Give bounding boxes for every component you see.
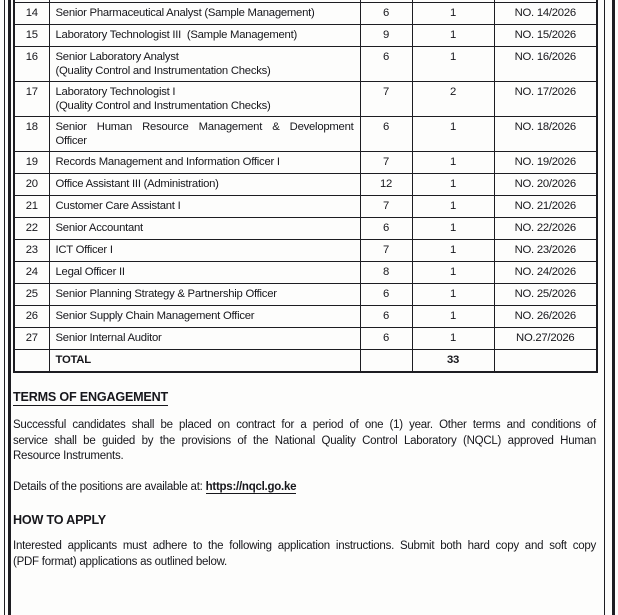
- page-border-right-inner: [604, 0, 605, 615]
- position-cell: [49, 283, 360, 305]
- table-row: [14, 195, 597, 217]
- position-cell: [49, 151, 360, 173]
- table-row: [14, 81, 597, 116]
- paragraph-line: (PDF format) applications as outlined below.: [13, 555, 227, 568]
- ref-cell: NO. 21/2026: [494, 195, 597, 217]
- row-number-cell: 24: [14, 261, 49, 283]
- posts-cell: 1: [412, 173, 494, 195]
- posts-cell: 1: [412, 305, 494, 327]
- page-border-left-outer: [4, 0, 5, 615]
- ref-cell: NO. 17/2026: [494, 81, 597, 116]
- posts-cell: 1: [412, 261, 494, 283]
- ref-cell: NO. 22/2026: [494, 217, 597, 239]
- position-line: Senior Supply Chain Management Officer: [55, 309, 255, 322]
- position-line: Legal Officer II: [55, 265, 125, 278]
- page-border-right-outer: [612, 0, 615, 615]
- position-line: Senior Laboratory Analyst: [55, 50, 179, 63]
- position-line: Laboratory Technologist III (Sample Management): [55, 28, 297, 41]
- posts-cell: 1: [412, 239, 494, 261]
- grade-cell: 6: [360, 46, 412, 81]
- apply-heading-text: HOW TO APPLY: [13, 513, 106, 527]
- table-row: [14, 116, 597, 151]
- position-cell: [49, 24, 360, 46]
- posts-cell: 1: [412, 151, 494, 173]
- table-row: [14, 283, 597, 305]
- nqcl-link[interactable]: https://nqcl.go.ke: [205, 480, 297, 493]
- ref-cell: NO. 16/2026: [494, 46, 597, 81]
- posts-cell: 1: [412, 2, 494, 24]
- ref-cell: NO. 15/2026: [494, 24, 597, 46]
- ref-cell: NO. 19/2026: [494, 151, 597, 173]
- position-line: Records Management and Information Officer I: [55, 155, 280, 168]
- paragraph-line: Resource Instruments.: [13, 450, 124, 462]
- paragraph-line: Interested applicants must adhere to the following application instructions. Submit both hard copy and soft copy: [13, 540, 596, 552]
- details-line: [13, 480, 596, 496]
- table-total-row: [14, 349, 597, 372]
- page-border-left-inner: [8, 0, 11, 615]
- ref-cell: NO. 24/2026: [494, 261, 597, 283]
- grade-cell: 6: [360, 217, 412, 239]
- total-empty-cell: [360, 349, 412, 372]
- grade-cell: 7: [360, 195, 412, 217]
- position-line: Senior Pharmaceutical Analyst (Sample Management): [55, 6, 315, 19]
- posts-cell: 1: [412, 327, 494, 349]
- position-cell: [49, 46, 360, 81]
- grade-cell: 9: [360, 24, 412, 46]
- row-number-cell: 17: [14, 81, 49, 116]
- row-number-cell: 20: [14, 173, 49, 195]
- terms-heading-text: TERMS OF ENGAGEMENT: [13, 390, 169, 404]
- grade-cell: 7: [360, 81, 412, 116]
- table-row: [14, 151, 597, 173]
- posts-cell: 1: [412, 217, 494, 239]
- position-cell: [49, 217, 360, 239]
- positions-table-body: [14, 0, 597, 372]
- table-row: [14, 24, 597, 46]
- grade-cell: 6: [360, 2, 412, 24]
- grade-cell: 6: [360, 116, 412, 151]
- position-cell: [49, 173, 360, 195]
- ref-cell: NO.27/2026: [494, 327, 597, 349]
- posts-cell: 1: [412, 195, 494, 217]
- row-number-cell: 22: [14, 217, 49, 239]
- position-cell: [49, 116, 360, 151]
- posts-cell: 2: [412, 81, 494, 116]
- row-number-cell: 14: [14, 2, 49, 24]
- paragraph-line: service shall be guided by the provisions of the National Quality Control Laboratory (NQCL) approved Human: [13, 434, 596, 447]
- ref-cell: NO. 23/2026: [494, 239, 597, 261]
- table-row: [14, 261, 597, 283]
- position-line: Laboratory Technologist I: [55, 85, 176, 98]
- position-line: (Quality Control and Instrumentation Checks): [55, 64, 271, 77]
- table-row: [14, 46, 597, 81]
- position-cell: [49, 81, 360, 116]
- row-number-cell: 25: [14, 283, 49, 305]
- position-cell: [49, 261, 360, 283]
- table-row: [14, 173, 597, 195]
- position-line: Office Assistant III (Administration): [55, 177, 219, 190]
- position-cell: [49, 327, 360, 349]
- ref-cell: NO. 25/2026: [494, 283, 597, 305]
- position-line: Officer: [55, 134, 87, 147]
- grade-cell: 7: [360, 239, 412, 261]
- terms-paragraph: [13, 418, 596, 465]
- position-line: Senior Accountant: [55, 221, 143, 234]
- position-line: ICT Officer I: [55, 243, 113, 256]
- position-line: Senior Human Resource Management & Development: [55, 120, 354, 133]
- ref-cell: NO. 20/2026: [494, 173, 597, 195]
- details-text: Details of the positions are available at:: [13, 480, 203, 493]
- grade-cell: 7: [360, 151, 412, 173]
- positions-table: [13, 0, 598, 373]
- posts-cell: 1: [412, 116, 494, 151]
- terms-heading: [13, 390, 596, 406]
- ref-cell: NO. 18/2026: [494, 116, 597, 151]
- table-row: [14, 217, 597, 239]
- row-number-cell: 21: [14, 195, 49, 217]
- row-number-cell: 16: [14, 46, 49, 81]
- posts-cell: 1: [412, 283, 494, 305]
- position-line: Senior Internal Auditor: [55, 331, 162, 344]
- row-number-cell: 18: [14, 116, 49, 151]
- table-row: [14, 305, 597, 327]
- row-number-cell: 19: [14, 151, 49, 173]
- paragraph-line: Successful candidates shall be placed on contract for a period of one (1) year. Other terms and conditions of: [13, 419, 596, 431]
- table-row: [14, 239, 597, 261]
- position-cell: [49, 2, 360, 24]
- total-empty-cell: [494, 349, 597, 372]
- table-row: [14, 327, 597, 349]
- row-number-cell: 26: [14, 305, 49, 327]
- position-line: Senior Planning Strategy & Partnership Officer: [55, 287, 277, 300]
- page-content: [13, 0, 596, 570]
- position-cell: [49, 195, 360, 217]
- row-number-cell: 15: [14, 24, 49, 46]
- ref-cell: NO. 14/2026: [494, 2, 597, 24]
- row-number-cell: 23: [14, 239, 49, 261]
- grade-cell: 8: [360, 261, 412, 283]
- table-row: [14, 2, 597, 24]
- grade-cell: 6: [360, 327, 412, 349]
- ref-cell: NO. 26/2026: [494, 305, 597, 327]
- posts-cell: 1: [412, 24, 494, 46]
- total-posts-cell: 33: [412, 349, 494, 372]
- grade-cell: 6: [360, 283, 412, 305]
- position-line: Customer Care Assistant I: [55, 199, 181, 212]
- grade-cell: 6: [360, 305, 412, 327]
- position-line: (Quality Control and Instrumentation Checks): [55, 99, 271, 112]
- total-label-cell: TOTAL: [49, 349, 360, 372]
- posts-cell: 1: [412, 46, 494, 81]
- apply-heading: [13, 513, 596, 527]
- position-cell: [49, 305, 360, 327]
- row-number-cell: 27: [14, 327, 49, 349]
- grade-cell: 12: [360, 173, 412, 195]
- apply-paragraph: [13, 539, 596, 570]
- total-empty-cell: [14, 349, 49, 372]
- position-cell: [49, 239, 360, 261]
